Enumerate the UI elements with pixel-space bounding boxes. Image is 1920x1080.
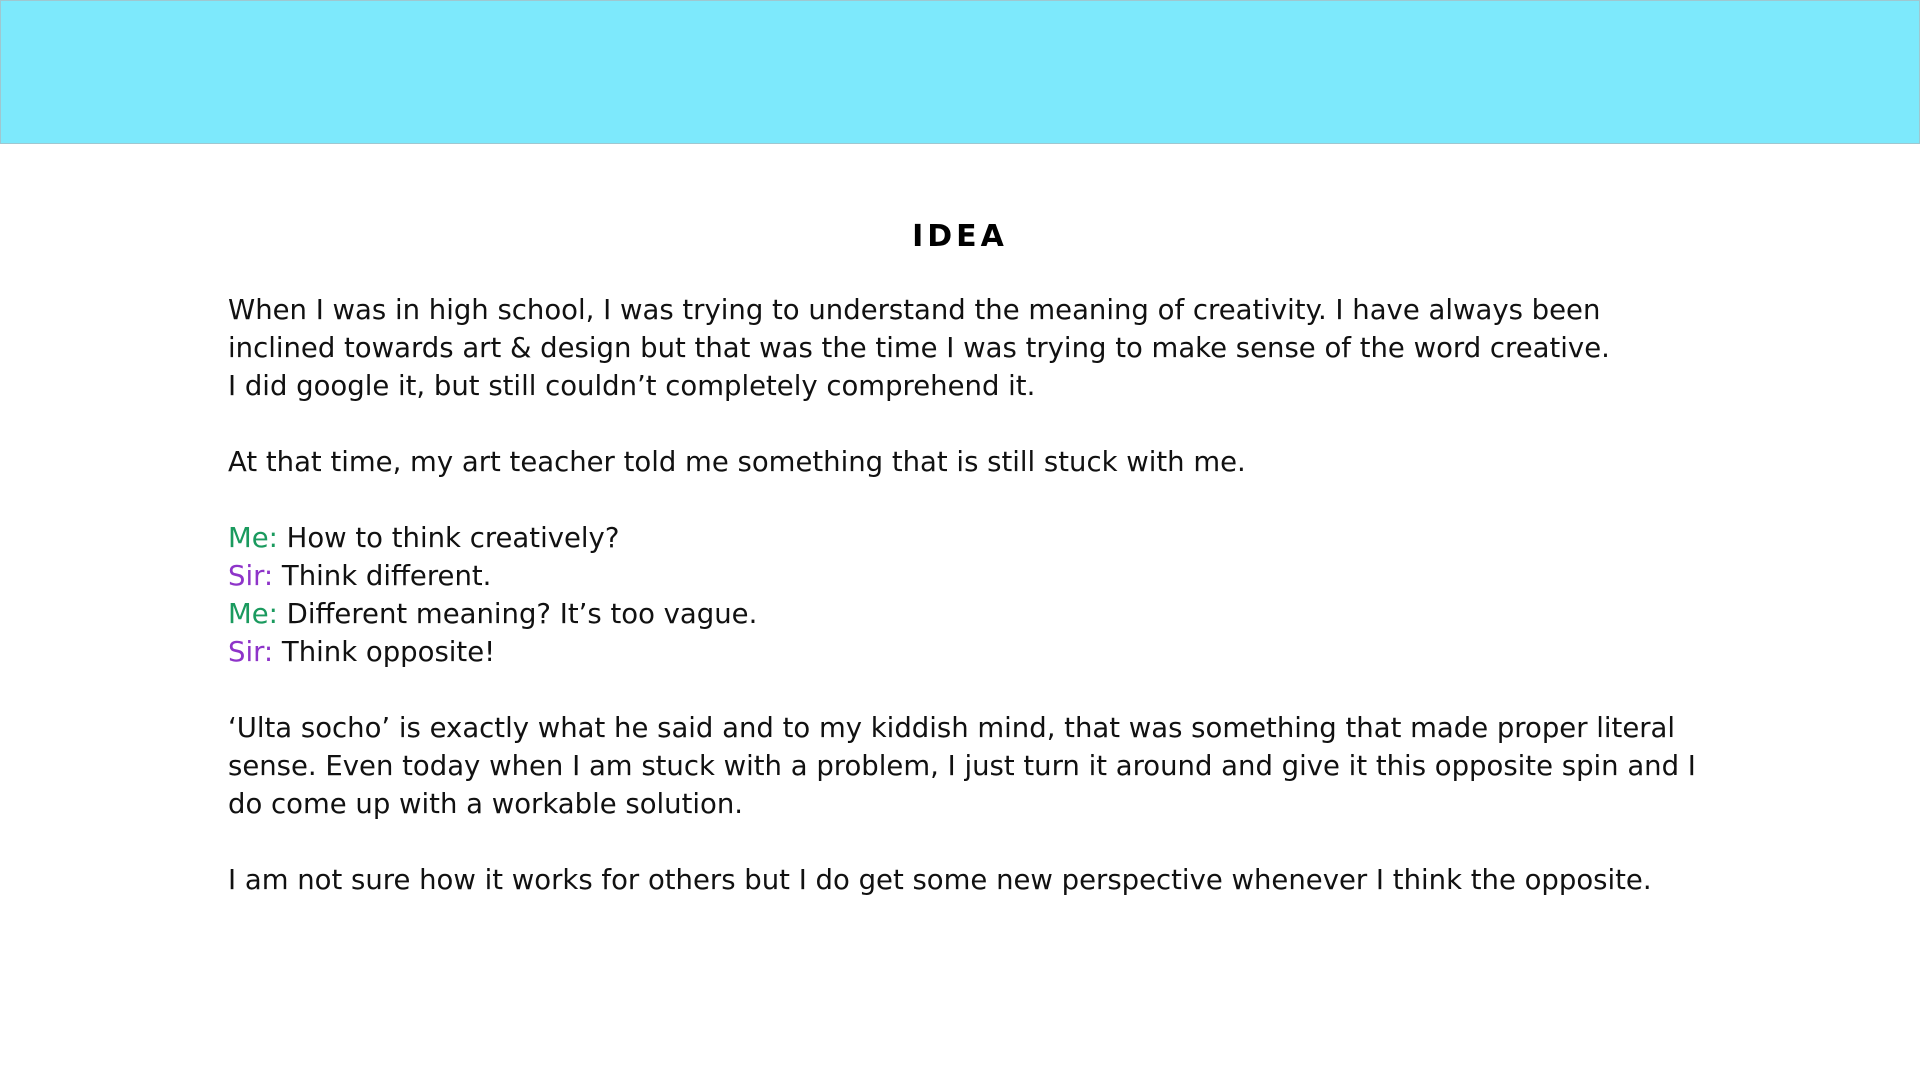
speaker-label: Sir: <box>228 560 274 592</box>
dialogue-line <box>228 557 1728 595</box>
paragraph-teacher <box>228 443 1728 481</box>
dialogue-line <box>228 519 1728 557</box>
text-line: I did google it, but still couldn’t completely comprehend it. <box>228 370 1036 402</box>
text-line: When I was in high school, I was trying to understand the meaning of creativity. I have always been <box>228 294 1601 326</box>
paragraph-intro <box>228 291 1728 405</box>
text-line: ‘Ulta socho’ is exactly what he said and to my kiddish mind, that was something that made proper literal <box>228 712 1676 744</box>
dialogue-text: Different meaning? It’s too vague. <box>277 598 758 630</box>
text-line: do come up with a workable solution. <box>228 788 744 820</box>
speaker-label: Sir: <box>228 636 274 668</box>
speaker-label: Me: <box>228 598 278 630</box>
dialogue-text: How to think creatively? <box>277 522 620 554</box>
text-line: inclined towards art & design but that was the time I was trying to make sense of the word creative. <box>228 332 1610 364</box>
dialogue-text: Think opposite! <box>273 636 496 668</box>
speaker-label: Me: <box>228 522 278 554</box>
header-band <box>0 0 1920 144</box>
dialogue-line <box>228 633 1728 671</box>
dialogue <box>228 519 1728 671</box>
dialogue-text: Think different. <box>273 560 492 592</box>
paragraph-closing <box>228 861 1728 899</box>
body-text <box>228 291 1728 937</box>
text-line: sense. Even today when I am stuck with a problem, I just turn it around and give it this opposite spin and I <box>228 750 1696 782</box>
dialogue-line <box>228 595 1728 633</box>
paragraph-ulta-socho <box>228 709 1728 823</box>
text-line: At that time, my art teacher told me something that is still stuck with me. <box>228 446 1246 478</box>
page-title: IDEA <box>912 219 1008 254</box>
text-line: I am not sure how it works for others but I do get some new perspective whenever I think the opposite. <box>228 864 1652 896</box>
